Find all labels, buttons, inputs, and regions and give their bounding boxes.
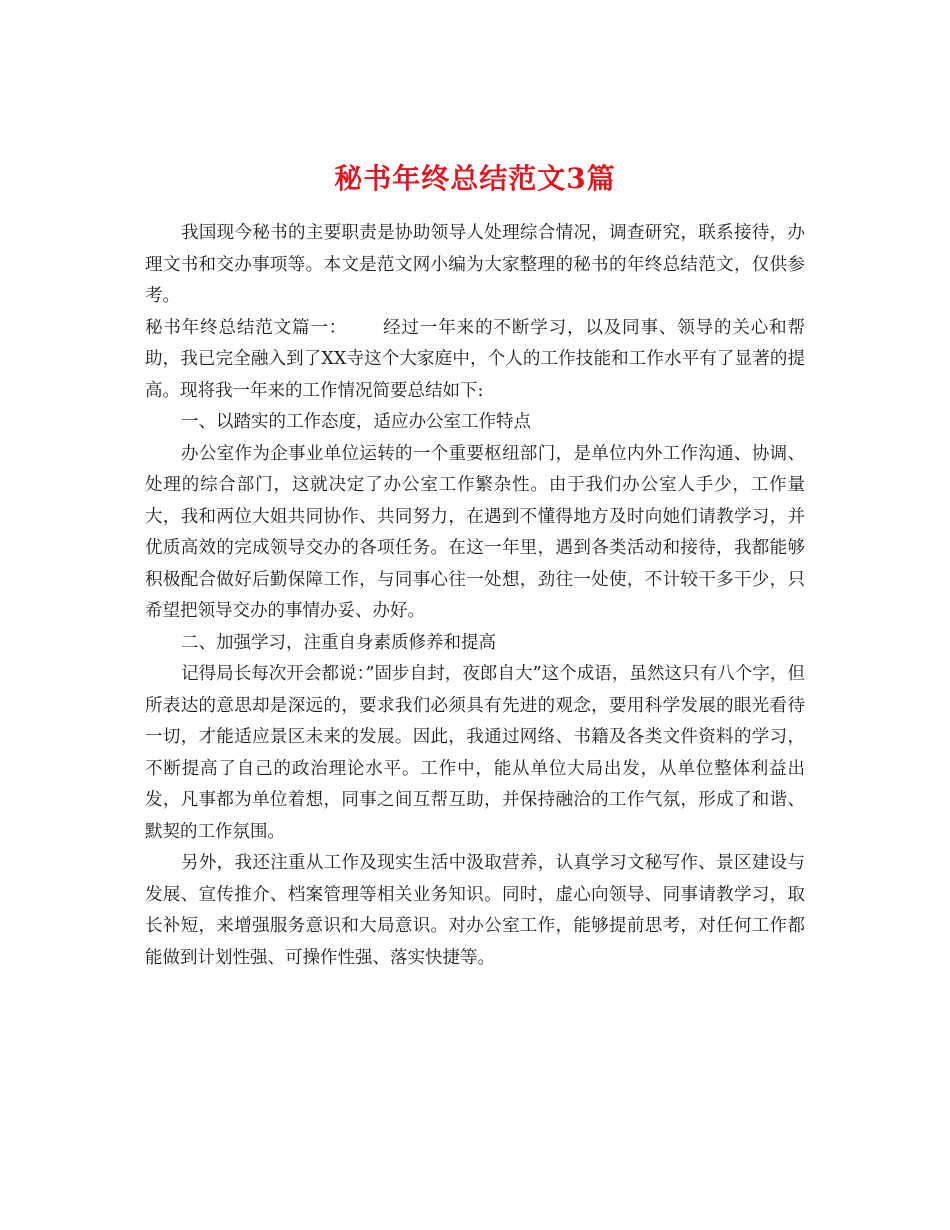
section1-paragraph: 办公室作为企事业单位运转的一个重要枢纽部门，是单位内外工作沟通、协调、处理的综合部门，这就决定了办公室工作繁杂性。由于我们办公室人手少，工作量大，我和两位大姐共同协作、共同努力，在遇到不懂得地方及时向她们请教学习，并优质高效的完成领导交办的各项任务。在这一年里，遇到各类活动和接待，我都能够积极配合做好后勤保障工作，与同事心往一处想，劲往一处使，不计较干多干少，只希望把领导交办的事情办妥、办好。 [145,443,805,621]
article1-lead: 经过一年来的不断学习，以及同事、领导的关心和帮助，我已完全融入到了XX寺这个大家庭中，个人的工作技能和工作水平有了显著的提高。现将我一年来的工作情况简要总结如下: [145,317,806,401]
section2-paragraph-2: 另外，我还注重从工作及现实生活中汲取营养，认真学习文秘写作、景区建设与发展、宣传推介、档案管理等相关业务知识。同时，虚心向领导、同事请教学习，取长补短，来增强服务意识和大局意识。对办公室工作，能够提前思考，对任何工作都能做到计划性强、可操作性强、落实快捷等。 [145,853,805,968]
section1-heading: 一、以踏实的工作态度，适应办公室工作特点 [181,412,531,432]
document-title: 秘书年终总结范文3篇 [334,161,616,195]
section2-paragraph-1: 记得局长每次开会都说：”固步自封，夜郎自大”这个成语，虽然这只有八个字，但所表达的意思却是深远的，要求我们必须具有先进的观念，要用科学发展的眼光看待一切，才能适应景区未来的发展。因此，我通过网络、书籍及各类文件资料的学习，不断提高了自己的政治理论水平。工作中，能从单位大局出发，从单位整体利益出发，凡事都为单位着想，同事之间互帮互助，并保持融洽的工作气氛，形成了和谐、默契的工作氛围。 [145,664,805,842]
section2-heading: 二、加强学习，注重自身素质修养和提高 [181,632,496,653]
article1-paragraph [145,313,805,408]
article1-label: 秘书年终总结范文篇一： [145,317,348,338]
intro-paragraph: 我国现今秘书的主要职责是协助领导人处理综合情况，调查研究，联系接待，办理文书和交办事项等。本文是范文网小编为大家整理的秘书的年终总结范文，仅供参考。 [145,223,805,306]
document-body [145,218,805,974]
